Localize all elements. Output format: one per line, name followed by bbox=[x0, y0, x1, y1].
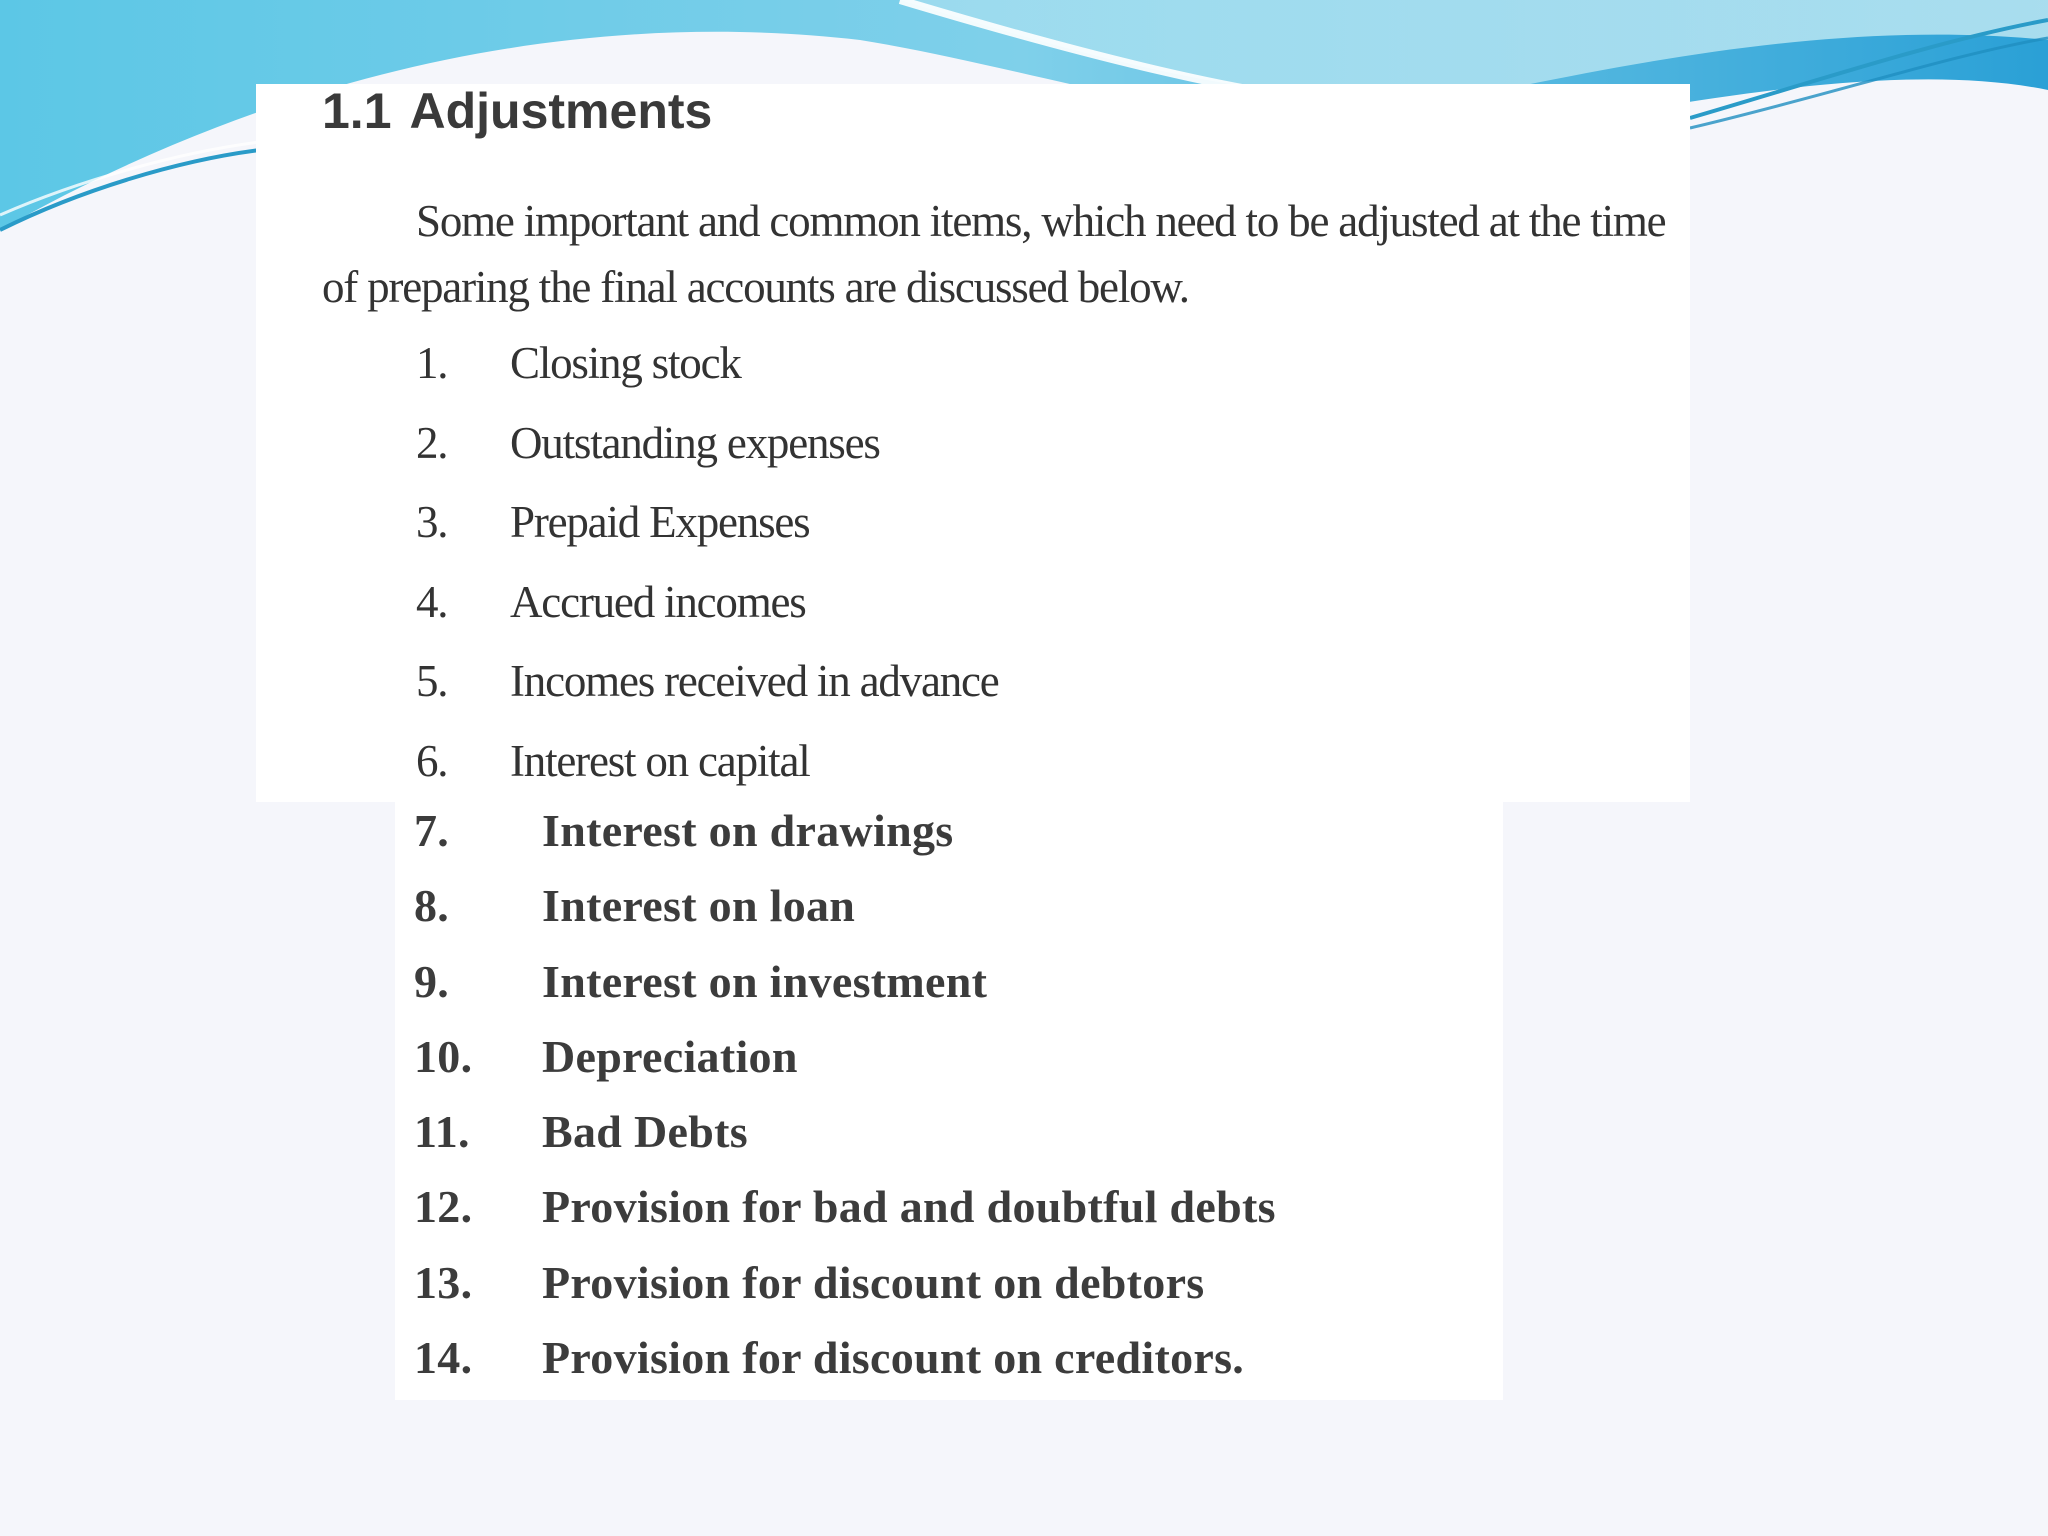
item-number: 12. bbox=[414, 1181, 473, 1233]
adjustments-list-upper bbox=[416, 330, 999, 808]
item-text: Provision for discount on creditors. bbox=[542, 1332, 1245, 1384]
item-text: Interest on capital bbox=[510, 735, 810, 786]
item-number: 5. bbox=[416, 656, 448, 707]
item-number: 1. bbox=[416, 338, 448, 388]
section-heading bbox=[322, 82, 712, 140]
list-item bbox=[414, 1172, 1276, 1247]
item-text: Outstanding expenses bbox=[510, 417, 880, 468]
section-number: 1.1 bbox=[322, 83, 392, 139]
item-text: Interest on drawings bbox=[542, 805, 954, 856]
item-number: 3. bbox=[416, 497, 448, 548]
item-text: Prepaid Expenses bbox=[510, 497, 810, 548]
item-number: 8. bbox=[414, 880, 450, 932]
list-item bbox=[416, 489, 999, 569]
item-text: Interest on investment bbox=[542, 955, 988, 1007]
item-text: Interest on loan bbox=[542, 880, 856, 932]
list-item bbox=[416, 410, 999, 490]
item-number: 14. bbox=[414, 1332, 473, 1384]
adjustments-list-lower bbox=[414, 796, 1276, 1398]
list-item bbox=[414, 1248, 1276, 1323]
item-number: 13. bbox=[414, 1256, 473, 1308]
item-text: Closing stock bbox=[510, 338, 741, 388]
item-number: 9. bbox=[414, 955, 450, 1007]
list-item bbox=[416, 330, 999, 410]
intro-paragraph: Some important and common items, which need to be adjusted at the time of preparing the final accounts are discussed below. bbox=[322, 196, 1666, 312]
item-text: Depreciation bbox=[542, 1030, 798, 1082]
item-number: 11. bbox=[414, 1106, 470, 1158]
item-text: Incomes received in advance bbox=[510, 656, 999, 707]
item-text: Provision for bad and doubtful debts bbox=[542, 1181, 1276, 1233]
item-text: Provision for discount on debtors bbox=[542, 1256, 1205, 1308]
list-item bbox=[416, 648, 999, 728]
item-text: Accrued incomes bbox=[510, 576, 806, 627]
list-item bbox=[414, 947, 1276, 1022]
list-item bbox=[414, 1022, 1276, 1097]
list-item bbox=[414, 1323, 1276, 1398]
item-text: Bad Debts bbox=[542, 1106, 748, 1158]
list-item bbox=[416, 569, 999, 649]
list-item bbox=[414, 871, 1276, 946]
item-number: 7. bbox=[414, 805, 450, 856]
item-number: 6. bbox=[416, 735, 448, 786]
list-item bbox=[414, 796, 1276, 871]
item-number: 10. bbox=[414, 1030, 473, 1082]
item-number: 4. bbox=[416, 576, 448, 627]
list-item bbox=[414, 1097, 1276, 1172]
item-number: 2. bbox=[416, 417, 448, 468]
section-title: Adjustments bbox=[409, 83, 713, 139]
